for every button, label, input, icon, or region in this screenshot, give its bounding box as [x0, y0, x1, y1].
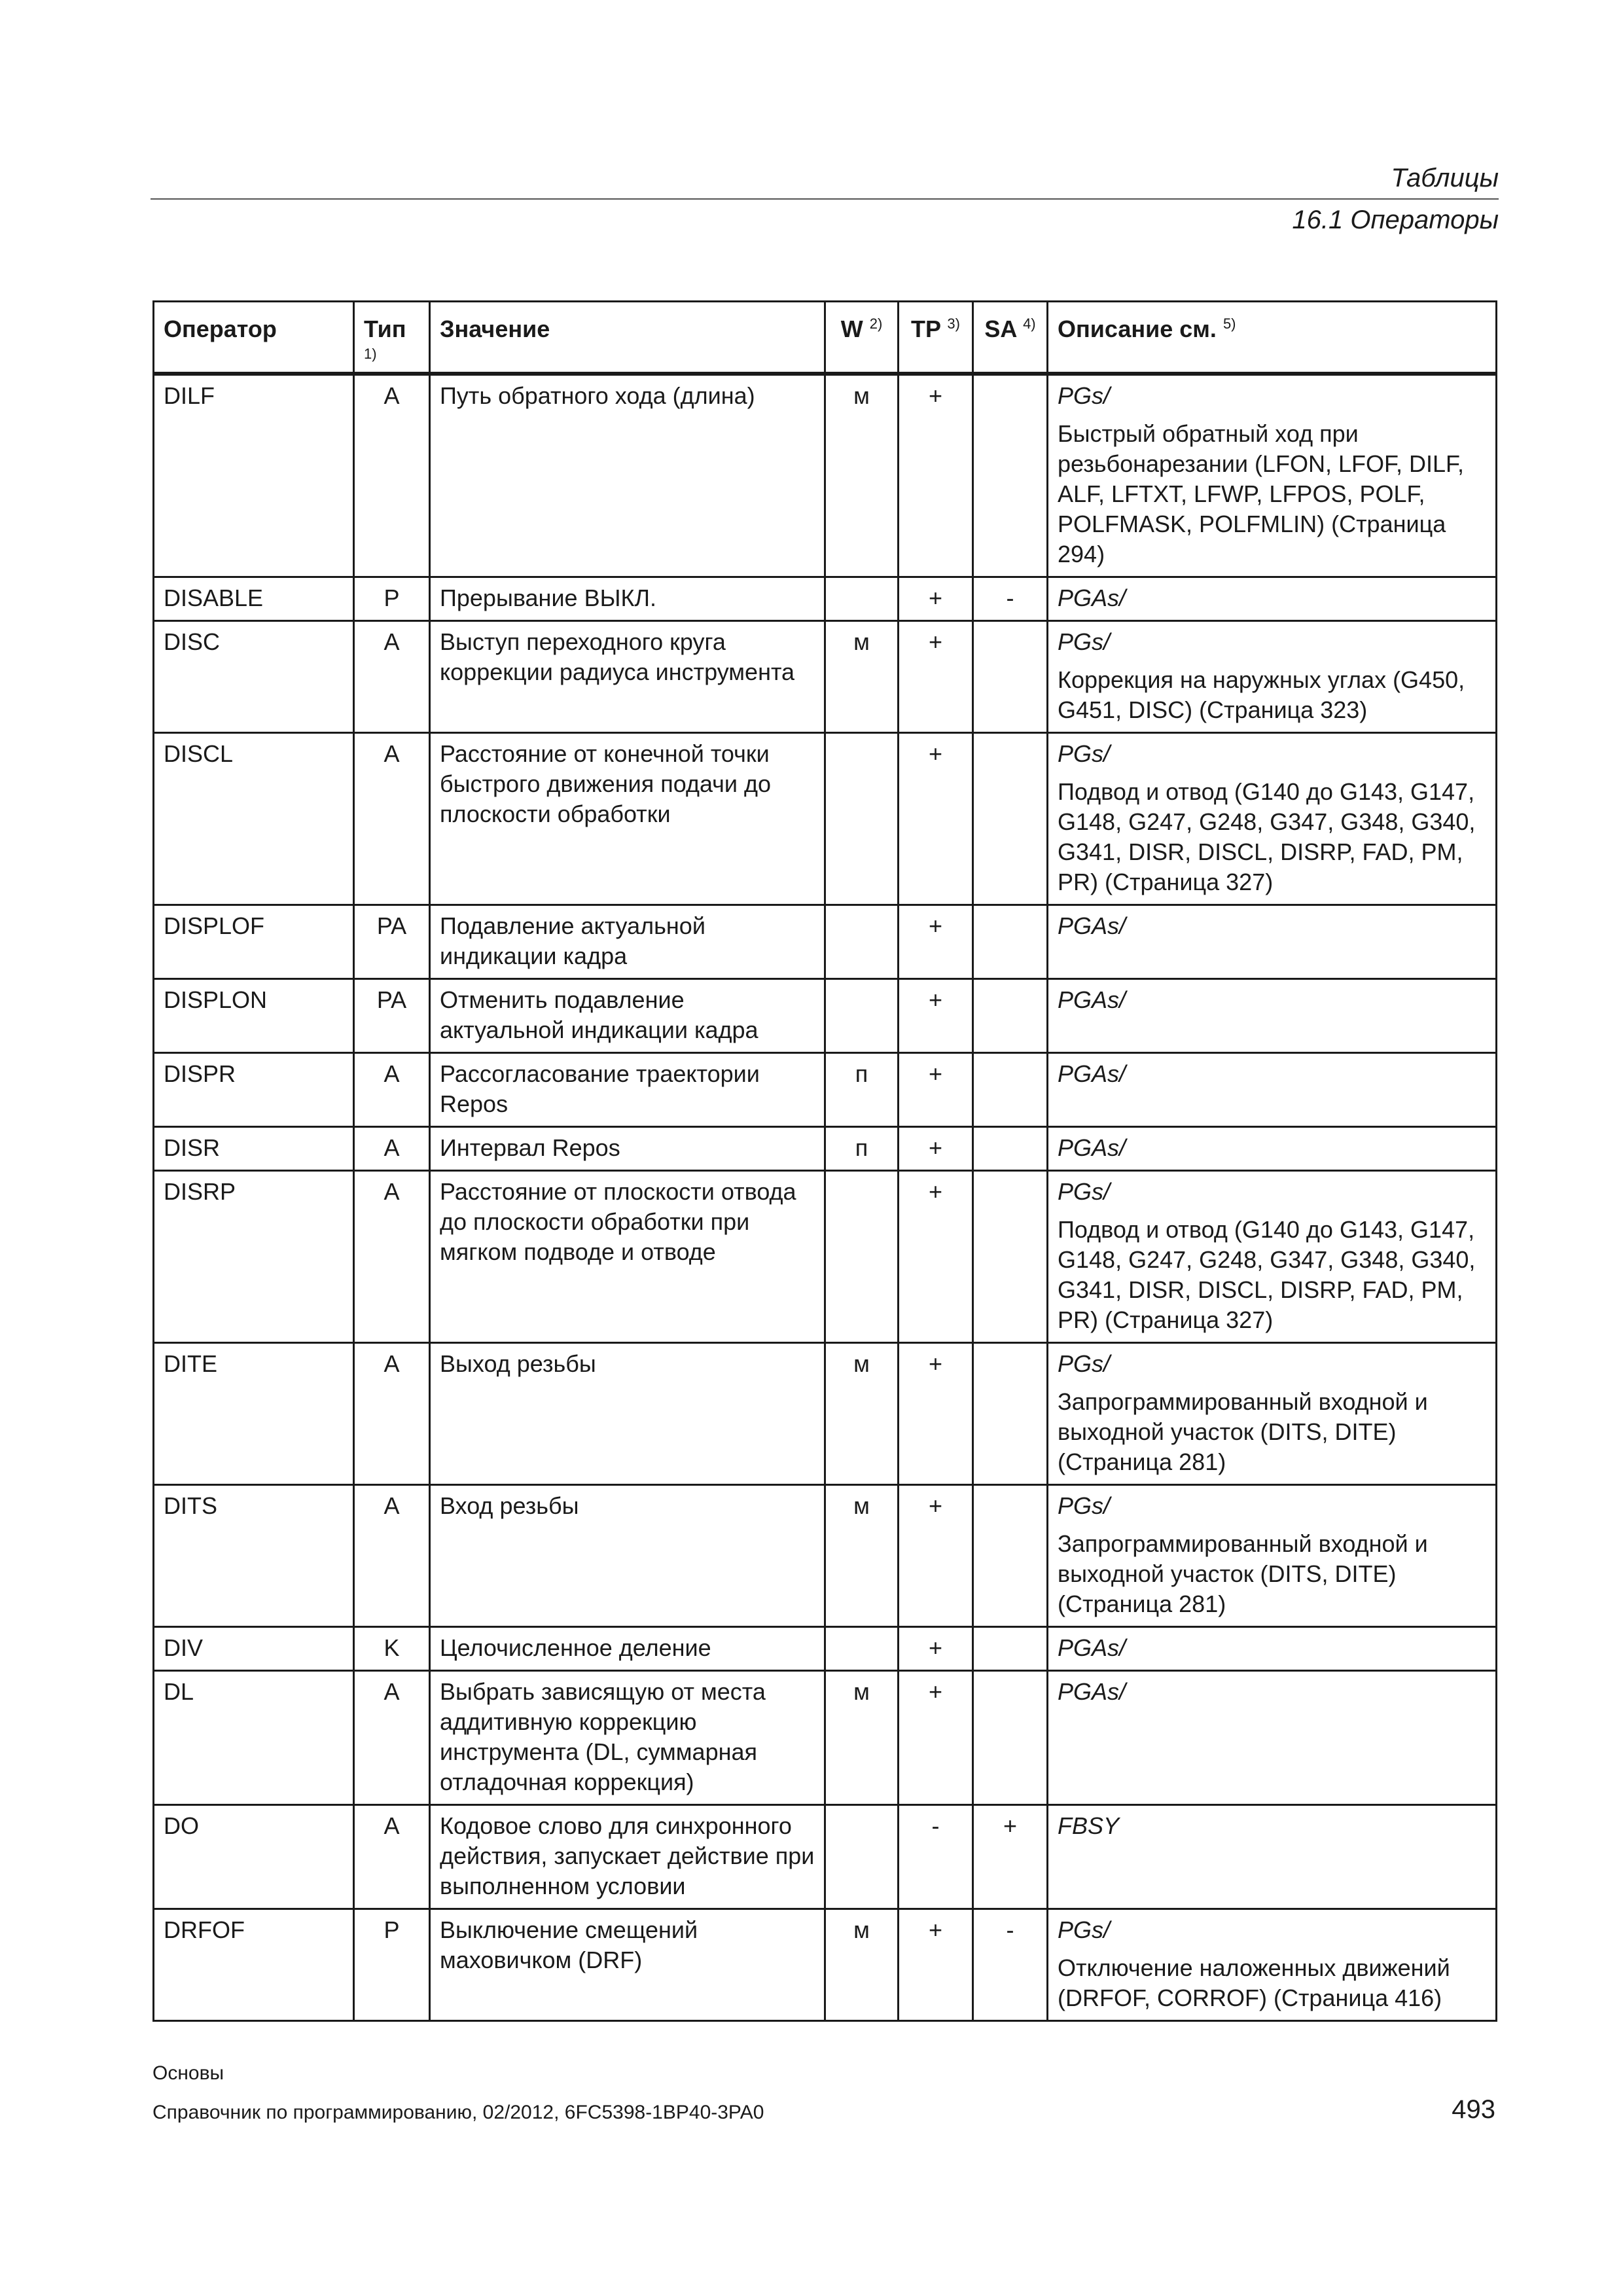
- header-rule: [151, 198, 1499, 200]
- table-row: [154, 621, 1497, 733]
- cell-sa: [973, 733, 1048, 905]
- cell-description: [1048, 1343, 1497, 1485]
- description-reference: PGs/: [1058, 1350, 1111, 1377]
- cell-sa: -: [973, 1909, 1048, 2021]
- header-section-title: Таблицы: [1391, 164, 1499, 192]
- cell-w: м: [825, 1909, 899, 2021]
- cell-tp: +: [899, 621, 973, 733]
- cell-sa: [973, 979, 1048, 1053]
- cell-description: [1048, 905, 1497, 979]
- cell-tp: +: [899, 733, 973, 905]
- description-reference: PGs/: [1058, 382, 1111, 409]
- cell-w: [825, 1805, 899, 1909]
- col-header-meaning: Значение: [430, 302, 825, 374]
- cell-tp: +: [899, 1909, 973, 2021]
- table-row: [154, 1127, 1497, 1171]
- cell-description: [1048, 979, 1497, 1053]
- cell-sa: [973, 1485, 1048, 1627]
- cell-w: [825, 1627, 899, 1671]
- table-row: [154, 733, 1497, 905]
- description-reference: PGAs/: [1058, 1060, 1126, 1087]
- description-reference: PGs/: [1058, 1916, 1111, 1943]
- cell-description: [1048, 1053, 1497, 1127]
- cell-operator: DRFOF: [154, 1909, 354, 2021]
- cell-meaning: Выключение смещений маховичком (DRF): [430, 1909, 825, 2021]
- cell-description: [1048, 374, 1497, 577]
- cell-type: A: [354, 1127, 430, 1171]
- description-text: Подвод и отвод (G140 до G143, G147, G148, G247, G248, G347, G348, G340, G341, DISR, DISCL, DISRP, FAD, PM, PR) (Страница 327): [1058, 1216, 1476, 1333]
- description-reference: PGs/: [1058, 628, 1111, 655]
- table-row: [154, 1053, 1497, 1127]
- table-row: [154, 1343, 1497, 1485]
- table-row: [154, 1909, 1497, 2021]
- cell-meaning: Целочисленное деление: [430, 1627, 825, 1671]
- cell-sa: +: [973, 1805, 1048, 1909]
- cell-sa: [973, 621, 1048, 733]
- cell-operator: DILF: [154, 374, 354, 577]
- description-reference: FBSY: [1058, 1812, 1120, 1839]
- description-reference: PGAs/: [1058, 1134, 1126, 1161]
- cell-w: [825, 733, 899, 905]
- description-text: Запрограммированный входной и выходной участок (DITS, DITE) (Страница 281): [1058, 1388, 1428, 1475]
- table-row: [154, 1805, 1497, 1909]
- cell-tp: +: [899, 1485, 973, 1627]
- description-reference: PGAs/: [1058, 986, 1126, 1013]
- col-header-type: Тип 1): [354, 302, 430, 374]
- table-row: [154, 1627, 1497, 1671]
- cell-tp: +: [899, 1671, 973, 1805]
- cell-type: A: [354, 1671, 430, 1805]
- cell-w: [825, 577, 899, 621]
- table-row: [154, 1171, 1497, 1343]
- cell-w: [825, 905, 899, 979]
- cell-operator: DO: [154, 1805, 354, 1909]
- cell-w: п: [825, 1127, 899, 1171]
- cell-meaning: Выбрать зависящую от места аддитивную коррекцию инструмента (DL, суммарная отладочная коррекция): [430, 1671, 825, 1805]
- cell-type: A: [354, 1171, 430, 1343]
- cell-operator: DISC: [154, 621, 354, 733]
- col-header-operator: Оператор: [154, 302, 354, 374]
- cell-description: [1048, 621, 1497, 733]
- description-reference: PGAs/: [1058, 1678, 1126, 1705]
- description-text: Быстрый обратный ход при резьбонарезании (LFON, LFOF, DILF, ALF, LFTXT, LFWP, LFPOS, POLF, POLFMASK, POLFMLIN) (Страница 294): [1058, 420, 1464, 567]
- cell-type: A: [354, 733, 430, 905]
- cell-type: A: [354, 1343, 430, 1485]
- cell-meaning: Расстояние от плоскости отвода до плоскости обработки при мягком подводе и отводе: [430, 1171, 825, 1343]
- cell-sa: -: [973, 577, 1048, 621]
- cell-description: [1048, 577, 1497, 621]
- cell-type: PA: [354, 905, 430, 979]
- cell-operator: DISPLON: [154, 979, 354, 1053]
- cell-meaning: Рассогласование траектории Repos: [430, 1053, 825, 1127]
- cell-description: [1048, 1671, 1497, 1805]
- cell-tp: +: [899, 1171, 973, 1343]
- cell-sa: [973, 1343, 1048, 1485]
- description-text: Запрограммированный входной и выходной участок (DITS, DITE) (Страница 281): [1058, 1530, 1428, 1617]
- cell-operator: DISPR: [154, 1053, 354, 1127]
- cell-type: P: [354, 577, 430, 621]
- table-row: [154, 1485, 1497, 1627]
- cell-tp: +: [899, 905, 973, 979]
- cell-w: м: [825, 1343, 899, 1485]
- cell-type: A: [354, 1485, 430, 1627]
- cell-type: PA: [354, 979, 430, 1053]
- page-number: 493: [1452, 2095, 1495, 2124]
- type-footnote-ref: 1): [364, 346, 377, 362]
- cell-operator: DISABLE: [154, 577, 354, 621]
- cell-description: [1048, 1171, 1497, 1343]
- table-row: [154, 374, 1497, 577]
- cell-meaning: Подавление актуальной индикации кадра: [430, 905, 825, 979]
- cell-sa: [973, 1127, 1048, 1171]
- description-reference: PGAs/: [1058, 584, 1126, 611]
- description-reference: PGAs/: [1058, 912, 1126, 939]
- cell-meaning: Расстояние от конечной точки быстрого движения подачи до плоскости обработки: [430, 733, 825, 905]
- cell-description: [1048, 1485, 1497, 1627]
- table-row: [154, 1671, 1497, 1805]
- cell-w: [825, 979, 899, 1053]
- table-header-row: [154, 302, 1497, 374]
- cell-operator: DL: [154, 1671, 354, 1805]
- cell-tp: +: [899, 1053, 973, 1127]
- cell-meaning: Путь обратного хода (длина): [430, 374, 825, 577]
- col-header-w: W $^{2)}$: [825, 302, 899, 374]
- cell-operator: DITS: [154, 1485, 354, 1627]
- description-reference: PGs/: [1058, 740, 1111, 767]
- cell-type: A: [354, 621, 430, 733]
- cell-meaning: Интервал Repos: [430, 1127, 825, 1171]
- cell-w: м: [825, 374, 899, 577]
- cell-type: A: [354, 374, 430, 577]
- cell-w: м: [825, 621, 899, 733]
- table-row: [154, 905, 1497, 979]
- header-subsection-title: 16.1 Операторы: [1292, 206, 1499, 234]
- cell-type: A: [354, 1053, 430, 1127]
- footer-manual-info: Справочник по программированию, 02/2012, 6FC5398-1BP40-3PA0: [152, 2102, 764, 2123]
- cell-sa: [973, 905, 1048, 979]
- cell-operator: DIV: [154, 1627, 354, 1671]
- cell-tp: +: [899, 1127, 973, 1171]
- cell-sa: [973, 1627, 1048, 1671]
- cell-tp: +: [899, 374, 973, 577]
- cell-meaning: Прерывание ВЫКЛ.: [430, 577, 825, 621]
- cell-sa: [973, 1671, 1048, 1805]
- cell-description: [1048, 1627, 1497, 1671]
- description-reference: PGs/: [1058, 1492, 1111, 1519]
- description-reference: PGAs/: [1058, 1634, 1126, 1661]
- cell-sa: [973, 1171, 1048, 1343]
- cell-w: [825, 1171, 899, 1343]
- description-text: Подвод и отвод (G140 до G143, G147, G148, G247, G248, G347, G348, G340, G341, DISR, DISCL, DISRP, FAD, PM, PR) (Страница 327): [1058, 778, 1476, 895]
- cell-operator: DISRP: [154, 1171, 354, 1343]
- cell-operator: DISPLOF: [154, 905, 354, 979]
- cell-tp: +: [899, 1343, 973, 1485]
- operators-table: [152, 300, 1497, 2022]
- description-text: Коррекция на наружных углах (G450, G451, DISC) (Страница 323): [1058, 666, 1465, 723]
- cell-tp: +: [899, 1627, 973, 1671]
- cell-tp: -: [899, 1805, 973, 1909]
- cell-operator: DISR: [154, 1127, 354, 1171]
- cell-w: м: [825, 1671, 899, 1805]
- cell-tp: +: [899, 979, 973, 1053]
- description-reference: PGs/: [1058, 1178, 1111, 1205]
- cell-meaning: Отменить подавление актуальной индикации кадра: [430, 979, 825, 1053]
- col-header-sa: SA $^{4)}$: [973, 302, 1048, 374]
- footer-book-title: Основы: [152, 2062, 224, 2084]
- cell-type: K: [354, 1627, 430, 1671]
- table-row: [154, 577, 1497, 621]
- cell-tp: +: [899, 577, 973, 621]
- col-header-tp: TP $^{3)}$: [899, 302, 973, 374]
- description-text: Отключение наложенных движений (DRFOF, CORROF) (Страница 416): [1058, 1954, 1450, 2011]
- cell-type: A: [354, 1805, 430, 1909]
- cell-meaning: Выход резьбы: [430, 1343, 825, 1485]
- cell-operator: DISCL: [154, 733, 354, 905]
- cell-w: п: [825, 1053, 899, 1127]
- table-row: [154, 979, 1497, 1053]
- cell-meaning: Выступ переходного круга коррекции радиуса инструмента: [430, 621, 825, 733]
- col-header-description: Описание см. $^{5)}$: [1048, 302, 1497, 374]
- cell-type: P: [354, 1909, 430, 2021]
- cell-meaning: Кодовое слово для синхронного действия, запускает действие при выполненном условии: [430, 1805, 825, 1909]
- table-body: [154, 374, 1497, 2021]
- cell-sa: [973, 1053, 1048, 1127]
- cell-sa: [973, 374, 1048, 577]
- cell-description: [1048, 1127, 1497, 1171]
- cell-operator: DITE: [154, 1343, 354, 1485]
- cell-meaning: Вход резьбы: [430, 1485, 825, 1627]
- cell-description: [1048, 1805, 1497, 1909]
- cell-w: м: [825, 1485, 899, 1627]
- cell-description: [1048, 733, 1497, 905]
- cell-description: [1048, 1909, 1497, 2021]
